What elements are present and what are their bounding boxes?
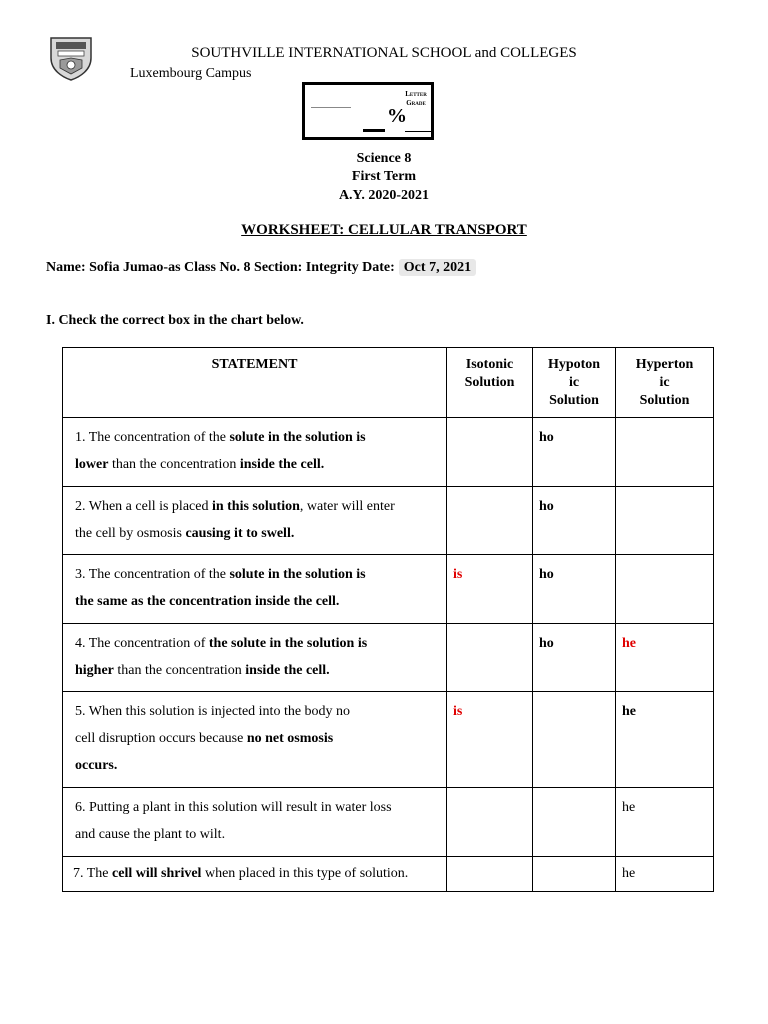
course-year: A.Y. 2020-2021 [338, 188, 430, 203]
table-row [63, 555, 714, 624]
statement-cell: 1. The concentration of the solute in the solution is lower than the concentration inside the cell. [63, 418, 447, 487]
table-row [63, 692, 714, 788]
statement-cell: 5. When this solution is injected into the body no cell disruption occurs because no net osmosis occurs. [63, 692, 447, 788]
statement-cell: 2. When a cell is placed in this solution, water will enter the cell by osmosis causing it to swell. [63, 487, 447, 555]
hypertonic-box[interactable] [616, 555, 714, 624]
percent-blank [363, 129, 385, 132]
isotonic-box[interactable] [447, 857, 533, 892]
hypertonic-box[interactable]: he [616, 788, 714, 857]
hypotonic-box[interactable] [533, 692, 616, 788]
hypotonic-box[interactable] [533, 857, 616, 892]
hypotonic-box[interactable]: ho [533, 624, 616, 692]
instruction: I. Check the correct box in the chart below. [46, 313, 304, 328]
statement-cell: 6. Putting a plant in this solution will result in water loss and cause the plant to wilt. [63, 788, 447, 857]
statement-cell: 3. The concentration of the solute in the solution is the same as the concentration inside the cell. [63, 555, 447, 624]
hypotonic-box[interactable]: ho [533, 555, 616, 624]
percent-sign: % [387, 105, 407, 127]
header-isotonic: Isotonic Solution [447, 348, 533, 418]
statement-cell: 4. The concentration of the solute in the solution is higher than the concentration inside the cell. [63, 624, 447, 692]
grade-line-left [311, 107, 351, 108]
course-subject: Science 8 [356, 151, 412, 166]
campus-name: Luxembourg Campus [130, 66, 252, 81]
hypotonic-box[interactable]: ho [533, 418, 616, 487]
header-hypertonic: Hyperton ic Solution [616, 348, 714, 418]
student-details: Name: Sofia Jumao-as Class No. 8 Section: Integrity Date: [46, 260, 395, 275]
school-name: SOUTHVILLE INTERNATIONAL SCHOOL and COLLEGES [191, 45, 577, 61]
student-info [46, 260, 476, 276]
table-row [63, 788, 714, 857]
header-hypotonic: Hypoton ic Solution [533, 348, 616, 418]
letter-grade-label: Letter Grade [405, 90, 427, 107]
date-field[interactable]: Oct 7, 2021 [399, 259, 476, 276]
header-statement: STATEMENT [63, 348, 447, 418]
hypertonic-box[interactable]: he [616, 692, 714, 788]
hypotonic-box[interactable] [533, 788, 616, 857]
isotonic-box[interactable] [447, 418, 533, 487]
isotonic-box[interactable] [447, 624, 533, 692]
hypertonic-box[interactable]: he [616, 857, 714, 892]
hypertonic-box[interactable] [616, 487, 714, 555]
hypotonic-box[interactable]: ho [533, 487, 616, 555]
statement-cell: 7. The cell will shrivel when placed in this type of solution. [63, 857, 447, 892]
table-row [63, 487, 714, 555]
isotonic-box[interactable] [447, 788, 533, 857]
table-row [63, 624, 714, 692]
isotonic-box[interactable]: is [447, 692, 533, 788]
table-row [63, 418, 714, 487]
grade-line-right [405, 131, 431, 132]
isotonic-box[interactable]: is [447, 555, 533, 624]
letter-grade-box [302, 82, 434, 140]
isotonic-box[interactable] [447, 487, 533, 555]
hypertonic-box[interactable]: he [616, 624, 714, 692]
worksheet-title: WORKSHEET: CELLULAR TRANSPORT [241, 222, 527, 238]
course-term: First Term [351, 169, 417, 184]
table-row [63, 857, 714, 892]
transport-chart [62, 347, 714, 892]
table-header-row [63, 348, 714, 418]
hypertonic-box[interactable] [616, 418, 714, 487]
